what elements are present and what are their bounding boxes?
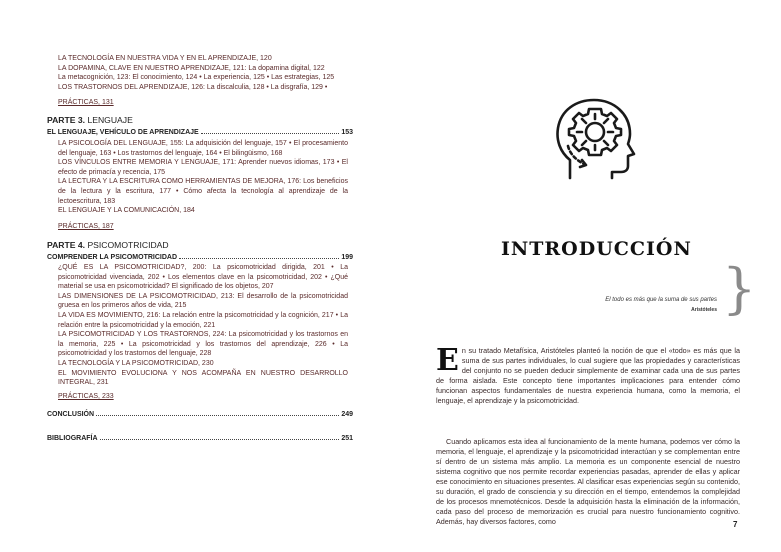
intro-paragraph-2: Cuando aplicamos esta idea al funcionamiento de la mente humana, podemos ver cómo la memoria, el lenguaje, el aprendizaje y la psicomotricidad interactúan y se complementan entre sí dentro de un sistema más amplio. La memoria es un componente esencial de nuestro sistema cognitivo que nos permite recordar experiencias pasadas, aprender de ellas y aplicar ese conocimiento en situaciones presentes. Al clasificar esas experiencias según su contenido, su duración, el grado de consciencia y su dirección en el tiempo, entendemos la complejidad de los procesos mnemotécnicos. Desde la adquisición hasta la eliminación de la información, cada paso del proceso de memorización es crucial para nuestro funcionamiento cognitivo. Además, hay diversos factores, como [436,437,740,526]
chapter4-page: 199 [341,254,353,261]
conclusion-entry [47,410,353,418]
part4-heading [47,240,169,250]
toc-line: LOS TRASTORNOS DEL APRENDIZAJE, 126: La discalculia, 128 • La disgrafía, 129 • [58,83,328,91]
bibliografia-page: 251 [341,435,353,442]
toc-entry: LA PSICOMOTRICIDAD Y LOS TRASTORNOS, 224: La psicomotricidad y los trastornos en la memoria, 225 • La psicomotricidad y los trastornos del aprendizaje, 226 • La psicomotricidad y los trastornos del lenguaje, 228 [58,331,348,358]
chapter4-entry [47,253,353,261]
practicas-link: PRÁCTICAS, 233 [58,392,114,400]
epigraph-author: Aristóteles [691,307,717,313]
toc-line: LA TECNOLOGÍA EN NUESTRA VIDA Y EN EL APRENDIZAJE, 120 [58,55,272,62]
part3-entries [58,139,348,231]
dot-leader [179,253,339,259]
part4-name: PSICOMOTRICIDAD [87,240,169,250]
toc-entry: LA TECNOLOGÍA Y LA PSICOMOTRICIDAD, 230 [58,359,214,367]
part3-heading [47,115,133,125]
conclusion-title: CONCLUSIÓN [47,411,95,418]
chapter3-entry [47,128,353,136]
toc-entry: EL MOVIMIENTO EVOLUCIONA Y NOS ACOMPAÑA EN NUESTRO DESARROLLO INTEGRAL, 231 [58,369,348,387]
toc-entry: LA PSICOLOGÍA DEL LENGUAJE, 155: La adquisición del lenguaje, 157 • El procesamiento del lenguaje, 163 • Los trastornos del lenguaje, 164 • El bilingüismo, 168 [58,140,348,157]
part4-label: PARTE 4. [47,240,86,250]
dot-leader [201,128,340,134]
chapter4-title: COMPRENDER LA PSICOMOTRICIDAD [47,254,178,261]
dot-leader [100,434,340,440]
part3-name: LENGUAJE [87,115,133,125]
chapter-title: INTRODUCCIÓN [501,238,692,260]
part3-label: PARTE 3. [47,115,86,125]
head-gear-icon [548,94,640,186]
toc-line: LA DOPAMINA, CLAVE EN NUESTRO APRENDIZAJE, 121: La dopamina digital, 122 [58,64,325,72]
toc-entry: EL LENGUAJE Y LA COMUNICACIÓN, 184 [58,207,195,215]
bibliografia-title: BIBLIOGRAFÍA [47,435,98,442]
page-number: 7 [733,520,738,529]
intro-paragraph-1 [436,343,740,406]
toc-intro-block [58,54,348,108]
chapter3-title: EL LENGUAJE, VEHÍCULO DE APRENDIZAJE [47,129,199,136]
toc-entry: LOS VÍNCULOS ENTRE MEMORIA Y LENGUAJE, 171: Aprender nuevos idiomas, 173 • El efecto de primacía y recencia, 175 [58,159,348,176]
left-page [0,0,390,552]
drop-cap: E [436,343,459,378]
practicas-link: PRÁCTICAS, 131 [58,99,114,107]
epigraph-quote: El todo es más que la suma de sus partes [605,297,717,303]
dot-leader [96,410,339,416]
bibliografia-entry [47,434,353,442]
toc-entry: LAS DIMENSIONES DE LA PSICOMOTRICIDAD, 213: El desarrollo de la psicomotricidad gruesa en los primeros años de vida, 215 [58,292,348,310]
chapter3-page: 153 [341,129,353,136]
conclusion-page: 249 [341,411,353,418]
toc-line: La metacognición, 123: El conocimiento, 124 • La experiencia, 125 • Las estrategias, 125 [58,74,335,82]
paragraph-text: n su tratado Metafísica, Aristóteles planteó la noción de que el «todo» es más que la suma de sus partes individuales, lo cual sugiere que las propiedades y características del conjunto no se pueden deducir simplemente de examinar cada una de sus partes de forma aislada. Este concepto tiene importantes implicaciones para entender cómo funcionan aspectos fundamentales de nuestra experiencia humana, como la memoria, el lenguaje, el aprendizaje y la psicomotricidad. [436,346,740,405]
toc-entry: LA LECTURA Y LA ESCRITURA COMO HERRAMIENTAS DE MEJORA, 176: Los beneficios de la lectura y la escritura, 177 • Cómo afecta la tecnología al aprendizaje de la lectoescritura, 183 [58,178,348,205]
toc-entry: ¿QUÉ ES LA PSICOMOTRICIDAD?, 200: La psicomotricidad dirigida, 201 • La psicomotricidad vivenciada, 202 • Los elementos clave en la psicomotricidad, 202 • ¿Qué material se usa en psicomotricidad? El significado de los objetos, 207 [58,264,348,291]
toc-entry: LA VIDA ES MOVIMIENTO, 216: La relación entre la psicomotricidad y la cognición, 217 • La relación entre la psicomotricidad y la emoción, 221 [58,311,348,329]
brace-ornament: } [722,257,757,320]
practicas-link: PRÁCTICAS, 187 [58,222,114,230]
part4-entries [58,263,348,401]
